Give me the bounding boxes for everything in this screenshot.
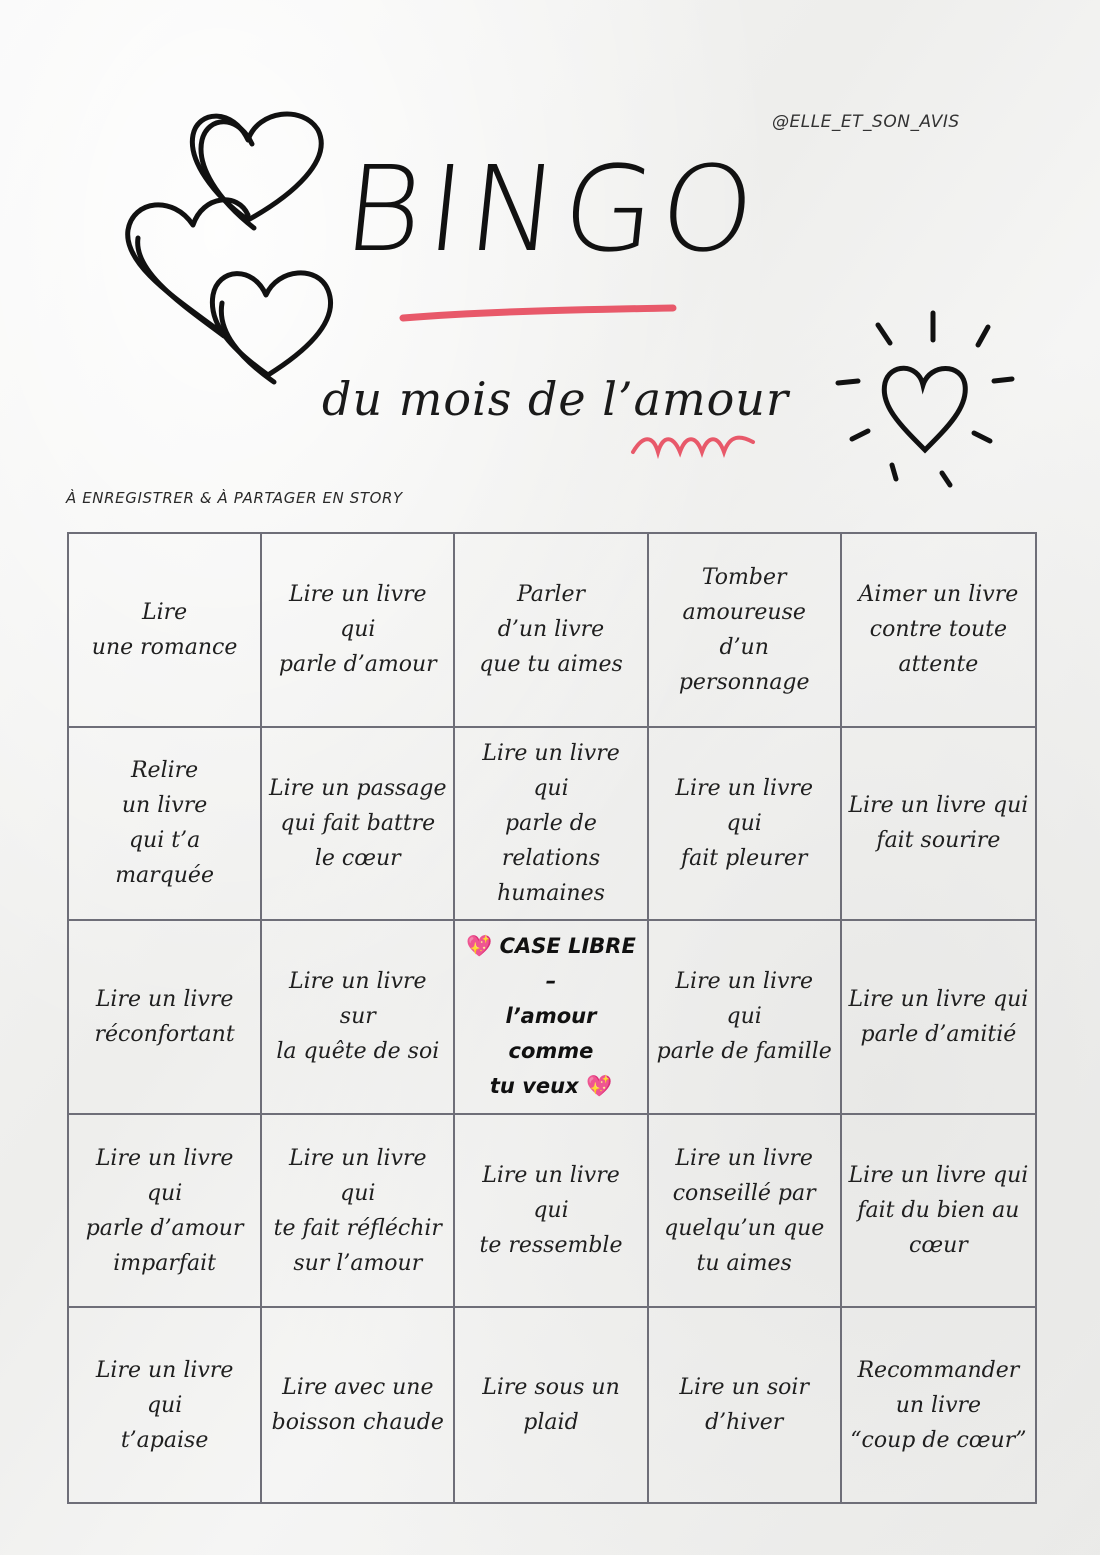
bingo-cell-text: Lire un livre qui te fait réfléchir sur l’amour bbox=[273, 1145, 442, 1276]
bingo-cell-8[interactable] bbox=[455, 728, 648, 922]
bingo-cell-19[interactable] bbox=[649, 1115, 842, 1309]
bingo-cell-23[interactable] bbox=[455, 1308, 648, 1502]
bingo-grid bbox=[67, 532, 1037, 1504]
bingo-cell-text: Tomber amoureuse d’un personnage bbox=[678, 564, 810, 695]
bingo-cell-text: Lire un livre réconfortant bbox=[94, 986, 235, 1047]
bingo-cell-12[interactable] bbox=[262, 921, 455, 1115]
bingo-cell-16[interactable] bbox=[69, 1115, 262, 1309]
bingo-cell-2[interactable] bbox=[262, 534, 455, 728]
instagram-handle: @ELLE_ET_SON_AVIS bbox=[772, 112, 960, 132]
bingo-cell-15[interactable] bbox=[842, 921, 1035, 1115]
hearts-doodle-icon bbox=[118, 100, 348, 385]
bingo-cell-11[interactable] bbox=[69, 921, 262, 1115]
free-cell-line2: tu veux bbox=[489, 1074, 579, 1099]
bingo-cell-1[interactable] bbox=[69, 534, 262, 728]
bingo-cell-22[interactable] bbox=[262, 1308, 455, 1502]
page-subtitle: du mois de l’amour bbox=[322, 372, 789, 426]
bingo-free-cell[interactable] bbox=[455, 921, 648, 1115]
bingo-cell-21[interactable] bbox=[69, 1308, 262, 1502]
bingo-cell-text: Lire un livre qui fait sourire bbox=[848, 793, 1029, 854]
bingo-cell-14[interactable] bbox=[649, 921, 842, 1115]
title-underline-stroke bbox=[398, 300, 678, 326]
bingo-cell-3[interactable] bbox=[455, 534, 648, 728]
bingo-cell-text: Lire un livre qui te ressemble bbox=[479, 1163, 623, 1259]
free-cell-label: CASE LIBRE bbox=[499, 934, 636, 959]
bingo-cell-17[interactable] bbox=[262, 1115, 455, 1309]
bingo-cell-text: Aimer un livre contre toute attente bbox=[858, 582, 1019, 678]
bingo-cell-text: Lire un livre qui t’apaise bbox=[95, 1357, 234, 1453]
bingo-cell-20[interactable] bbox=[842, 1115, 1035, 1309]
bingo-cell-text: Lire un livre qui parle d’amour bbox=[278, 582, 437, 678]
bingo-cell-7[interactable] bbox=[262, 728, 455, 922]
bingo-cell-5[interactable] bbox=[842, 534, 1035, 728]
free-cell-content bbox=[461, 929, 640, 1104]
bingo-cell-text: Recommander un livre “coup de cœur” bbox=[850, 1357, 1027, 1453]
bingo-cell-text: Relire un livre qui t’a marquée bbox=[115, 758, 214, 889]
bingo-cell-text: Lire un livre conseillé par quelqu’un que tu aimes bbox=[664, 1145, 825, 1276]
bingo-cell-4[interactable] bbox=[649, 534, 842, 728]
bingo-cell-text: Lire un livre qui fait du bien au cœur bbox=[848, 1163, 1029, 1259]
bingo-cell-18[interactable] bbox=[455, 1115, 648, 1309]
bingo-cell-6[interactable] bbox=[69, 728, 262, 922]
bingo-cell-text: Lire un livre qui fait pleurer bbox=[675, 775, 813, 871]
bingo-cell-10[interactable] bbox=[842, 728, 1035, 922]
bingo-cell-text: Lire un soir d’hiver bbox=[679, 1375, 809, 1436]
bingo-cell-24[interactable] bbox=[649, 1308, 842, 1502]
bingo-cell-25[interactable] bbox=[842, 1308, 1035, 1502]
bingo-cell-text: Lire un passage qui fait battre le cœur bbox=[269, 775, 447, 871]
bingo-cell-text: Lire un livre sur la quête de soi bbox=[276, 969, 440, 1065]
instruction-text: À ENREGISTRER & À PARTAGER EN STORY bbox=[66, 489, 403, 507]
bingo-cell-text: Lire sous un plaid bbox=[482, 1375, 620, 1436]
free-cell-dash: – bbox=[545, 969, 557, 994]
bingo-cell-text: Parler d’un livre que tu aimes bbox=[479, 582, 623, 678]
sparkling-heart-icon: 💖 bbox=[466, 934, 493, 959]
free-cell-line1: l’amour comme bbox=[505, 1004, 597, 1064]
bingo-cell-text: Lire une romance bbox=[91, 599, 238, 660]
squiggle-underline-icon bbox=[628, 430, 758, 462]
bingo-cell-text: Lire un livre qui parle de relations humaines bbox=[482, 740, 620, 906]
shining-heart-icon bbox=[830, 305, 1020, 495]
bingo-cell-text: Lire un livre qui parle d’amitié bbox=[848, 986, 1029, 1047]
bingo-cell-text: Lire un livre qui parle d’amour imparfait bbox=[85, 1145, 244, 1276]
bingo-cell-text: Lire un livre qui parle de famille bbox=[656, 969, 832, 1065]
page-title: BINGO bbox=[337, 140, 767, 278]
bingo-cell-9[interactable] bbox=[649, 728, 842, 922]
bingo-cell-text: Lire avec une boisson chaude bbox=[271, 1375, 444, 1436]
sparkling-heart-icon: 💖 bbox=[585, 1074, 613, 1099]
